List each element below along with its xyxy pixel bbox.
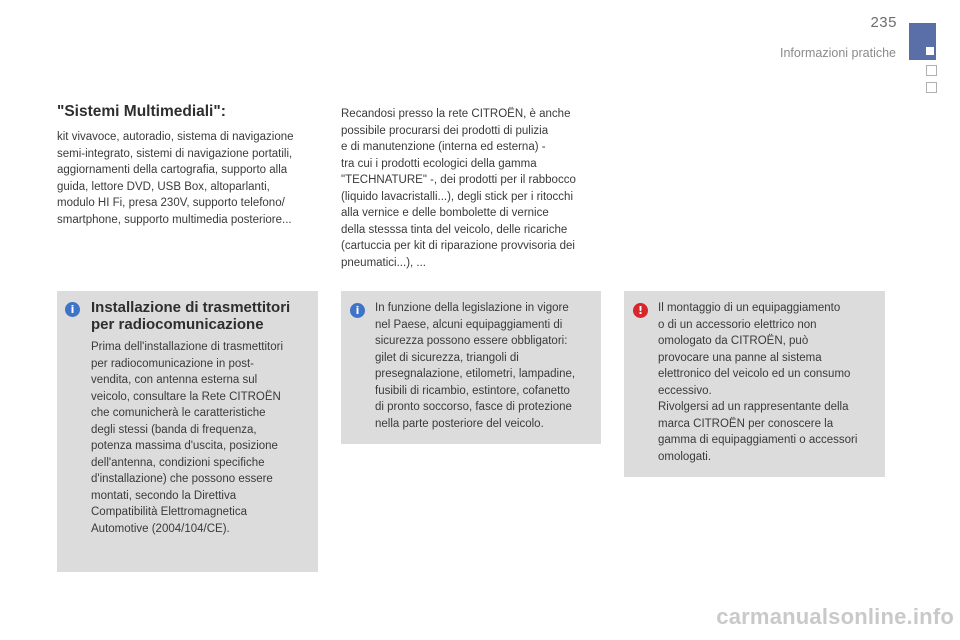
multimedia-heading: "Sistemi Multimediali": (57, 103, 226, 120)
page-number: 235 (870, 14, 897, 31)
citroen-products-text: Recandosi presso la rete CITROËN, è anche possibile procurarsi dei prodotti di pulizia e di manutenzione (interna ed esterna) - tra cui i prodotti ecologici della gamma "TECHNATURE" -, dei prodotti per il rabbocco (liquido lavacristalli...), degli stick per i ritocchi alla vernice e delle bombolette di vernice della stesssa tinta del veicolo, delle ricariche (cartuccia per kit di riparazione provvisoria dei pneumatici...), ... (341, 108, 576, 269)
multimedia-text: kit vivavoce, autoradio, sistema di navigazione semi-integrato, sistemi di navigazione portatili, aggiornamenti della cartografia, supporto alla guida, lettore DVD, USB Box, altoparlanti, modulo HI Fi, presa 230V, supporto telefono/ smartphone, supporto multimedia posteriore... (57, 131, 294, 226)
info-icon: i (350, 303, 365, 318)
legislation-text: In funzione della legislazione in vigore nel Paese, alcuni equipaggiamenti di sicurezza possono essere obbligatori: gilet di sicurezza, triangoli di presegnalazione, etilometri, lampadine, fusibili di ricambio, estintore, cofanetto di pronto soccorso, fasce di protezione nella parte posteriore del veicolo. (375, 302, 576, 430)
accessory-warning-text: Il montaggio di un equipaggiamento o di un accessorio elettrico non omologato da CITROËN, può provocare una panne al sistema elettronico del veicolo ed un consumo eccessivo. Rivolgersi ad un rappresentante della marca CITROËN per conoscere la gamma di equipaggiamenti o accessori omologati. (658, 302, 858, 463)
nav-box-1 (926, 65, 937, 76)
radio-transmitter-title: Installazione di trasmettitori per radiocomunicazione (91, 299, 291, 333)
accessory-warning-panel (624, 291, 885, 477)
nav-box-2 (926, 82, 937, 93)
warning-icon: ! (633, 303, 648, 318)
tab-marker-dot (926, 47, 934, 55)
legislation-panel (341, 291, 601, 444)
info-icon: i (65, 302, 80, 317)
radio-transmitter-text: Prima dell'installazione di trasmettitori per radiocomunicazione in post- vendita, con antenna esterna sul veicolo, consultare la Rete CITROËN che comunicherà le caratteristiche degli stessi (banda di frequenza, potenza massima d'uscita, posizione dell'antenna, condizioni specifiche d'installazione) che possono essere montati, secondo la Direttiva Compatibilità Elettromagnetica Automotive (2004/104/CE). (91, 341, 284, 535)
radio-transmitter-panel (57, 291, 318, 572)
section-tab-marker (909, 23, 936, 60)
watermark: carmanualsonline.info (716, 604, 954, 629)
section-title: Informazioni pratiche (779, 46, 896, 60)
